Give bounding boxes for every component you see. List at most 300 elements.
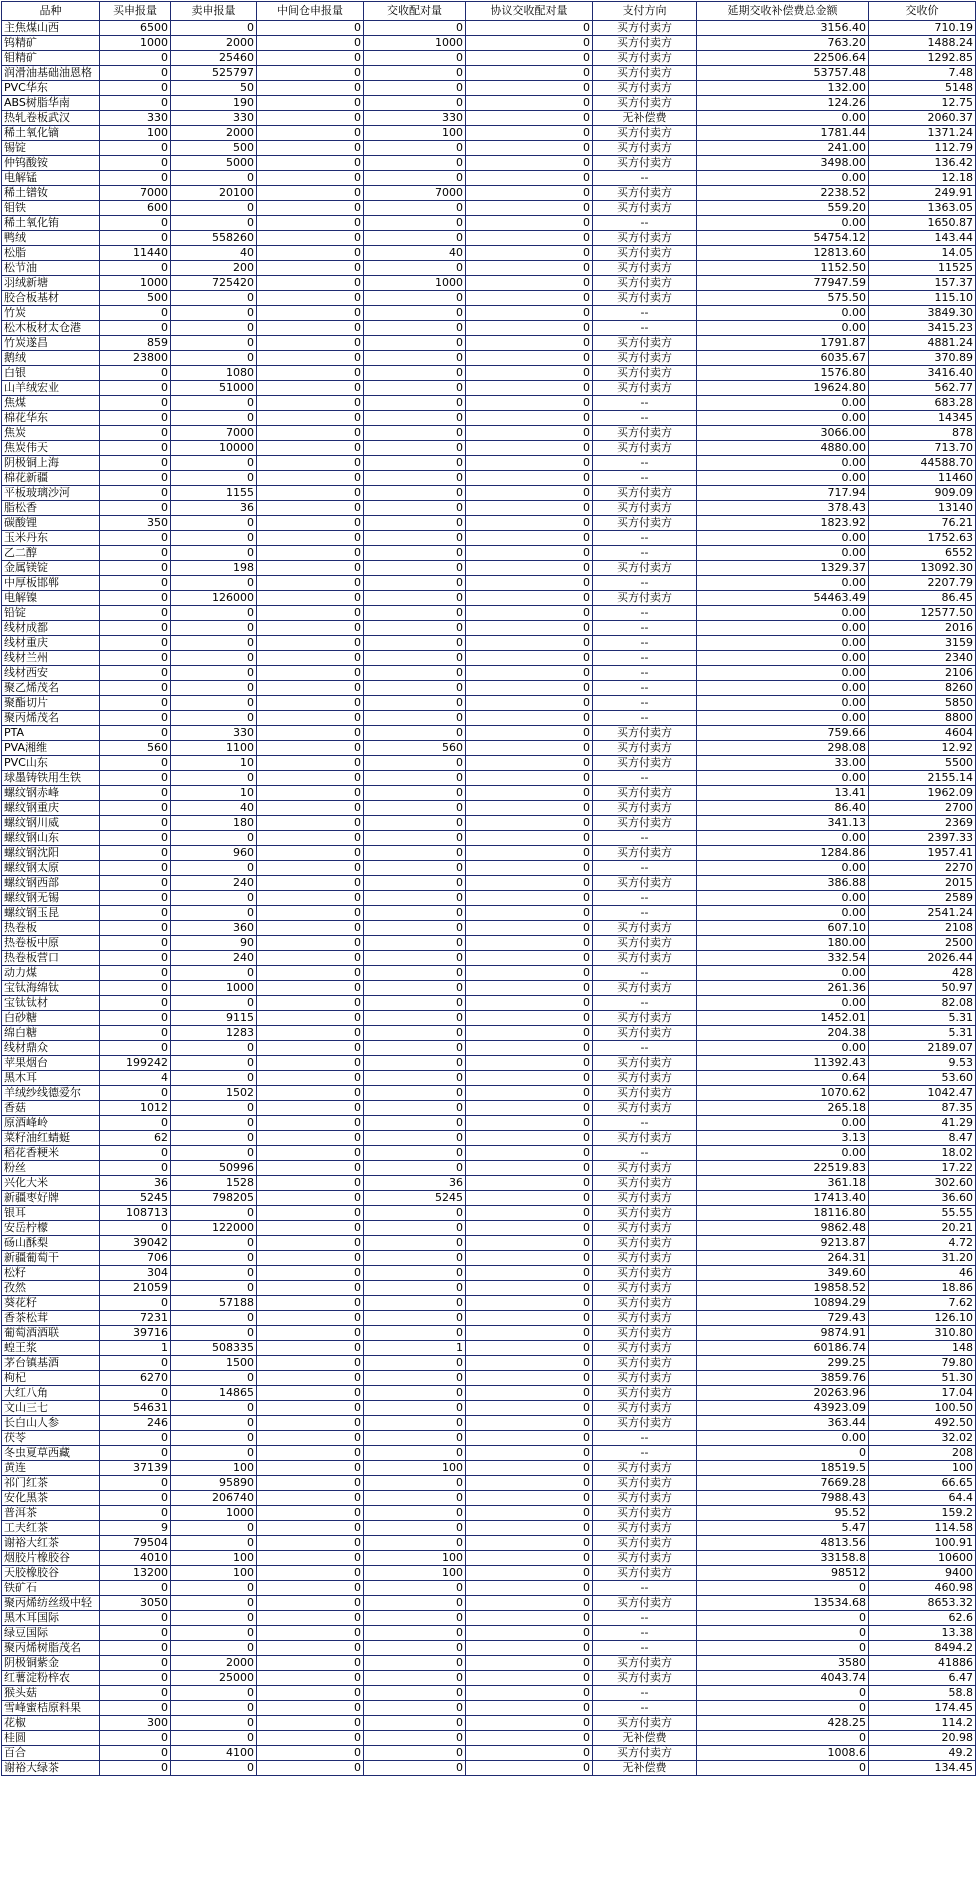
sell-volume-cell: 0: [171, 1251, 257, 1266]
delivery-price-cell: 8494.2: [869, 1641, 976, 1656]
buy-volume-cell: 0: [100, 666, 171, 681]
buy-volume-cell: 3050: [100, 1596, 171, 1611]
variety-cell: 热卷板: [2, 921, 100, 936]
agreement-matched-cell: 0: [466, 861, 593, 876]
delivery-matched-cell: 0: [364, 1716, 466, 1731]
sell-volume-cell: 798205: [171, 1191, 257, 1206]
sell-volume-cell: 198: [171, 561, 257, 576]
delivery-matched-cell: 0: [364, 1131, 466, 1146]
agreement-matched-cell: 0: [466, 1401, 593, 1416]
delivery-price-cell: 44588.70: [869, 456, 976, 471]
agreement-matched-cell: 0: [466, 51, 593, 66]
intermediate-warehouse-cell: 0: [257, 441, 364, 456]
payment-direction-cell: 买方付卖方: [593, 1476, 697, 1491]
table-row: [2, 366, 976, 381]
table-row: [2, 591, 976, 606]
delivery-matched-cell: 0: [364, 696, 466, 711]
intermediate-warehouse-cell: 0: [257, 1266, 364, 1281]
table-row: [2, 1086, 976, 1101]
sell-volume-cell: 0: [171, 666, 257, 681]
table-row: [2, 1581, 976, 1596]
payment-direction-cell: 买方付卖方: [593, 1206, 697, 1221]
delivery-price-cell: 909.09: [869, 486, 976, 501]
buy-volume-cell: 0: [100, 51, 171, 66]
sell-volume-cell: 2000: [171, 36, 257, 51]
agreement-matched-cell: 0: [466, 111, 593, 126]
table-body: [2, 21, 976, 1776]
table-row: [2, 876, 976, 891]
agreement-matched-cell: 0: [466, 396, 593, 411]
table-row: [2, 1671, 976, 1686]
deferred-compensation-total-cell: 0.00: [697, 696, 869, 711]
variety-cell: 聚丙烯树脂茂名: [2, 1641, 100, 1656]
deferred-compensation-total-cell: 0.00: [697, 666, 869, 681]
agreement-matched-cell: 0: [466, 1071, 593, 1086]
intermediate-warehouse-cell: 0: [257, 771, 364, 786]
delivery-matched-cell: 0: [364, 51, 466, 66]
delivery-matched-cell: 1: [364, 1341, 466, 1356]
variety-cell: 文山三七: [2, 1401, 100, 1416]
payment-direction-cell: 买方付卖方: [593, 1671, 697, 1686]
agreement-matched-cell: 0: [466, 891, 593, 906]
table-header-row: [2, 2, 976, 21]
delivery-matched-cell: 0: [364, 801, 466, 816]
table-row: [2, 1131, 976, 1146]
agreement-matched-cell: 0: [466, 936, 593, 951]
payment-direction-cell: --: [593, 861, 697, 876]
table-row: [2, 21, 976, 36]
agreement-matched-cell: 0: [466, 786, 593, 801]
variety-cell: 大红八角: [2, 1386, 100, 1401]
table-row: [2, 1506, 976, 1521]
sell-volume-cell: 0: [171, 471, 257, 486]
intermediate-warehouse-cell: 0: [257, 1461, 364, 1476]
payment-direction-cell: --: [593, 831, 697, 846]
deferred-compensation-total-cell: 0.00: [697, 891, 869, 906]
table-row: [2, 1116, 976, 1131]
payment-direction-cell: --: [593, 1431, 697, 1446]
payment-direction-cell: 买方付卖方: [593, 486, 697, 501]
delivery-price-cell: 1363.05: [869, 201, 976, 216]
delivery-price-cell: 302.60: [869, 1176, 976, 1191]
variety-cell: 焦炭伟天: [2, 441, 100, 456]
table-row: [2, 96, 976, 111]
sell-volume-cell: 0: [171, 1716, 257, 1731]
buy-volume-cell: 0: [100, 786, 171, 801]
deferred-compensation-total-cell: 18519.5: [697, 1461, 869, 1476]
delivery-matched-cell: 0: [364, 771, 466, 786]
agreement-matched-cell: 0: [466, 1131, 593, 1146]
payment-direction-cell: 买方付卖方: [593, 1251, 697, 1266]
variety-cell: 螺纹钢山东: [2, 831, 100, 846]
payment-direction-cell: 买方付卖方: [593, 1491, 697, 1506]
buy-volume-cell: 0: [100, 486, 171, 501]
deferred-compensation-total-cell: 0.00: [697, 216, 869, 231]
deferred-compensation-total-cell: 43923.09: [697, 1401, 869, 1416]
delivery-price-cell: 2189.07: [869, 1041, 976, 1056]
delivery-matched-cell: 0: [364, 666, 466, 681]
deferred-compensation-total-cell: 13534.68: [697, 1596, 869, 1611]
intermediate-warehouse-cell: 0: [257, 1626, 364, 1641]
delivery-matched-cell: 0: [364, 1596, 466, 1611]
delivery-price-cell: 4.72: [869, 1236, 976, 1251]
delivery-price-cell: 1042.47: [869, 1086, 976, 1101]
table-row: [2, 1326, 976, 1341]
sell-volume-cell: 0: [171, 411, 257, 426]
buy-volume-cell: 0: [100, 591, 171, 606]
table-row: [2, 51, 976, 66]
table-row: [2, 666, 976, 681]
variety-cell: 铅锭: [2, 606, 100, 621]
intermediate-warehouse-cell: 0: [257, 486, 364, 501]
buy-volume-cell: 0: [100, 96, 171, 111]
variety-cell: 安化黑茶: [2, 1491, 100, 1506]
delivery-matched-cell: 0: [364, 81, 466, 96]
delivery-matched-cell: 0: [364, 306, 466, 321]
delivery-price-cell: 11525: [869, 261, 976, 276]
sell-volume-cell: 10: [171, 756, 257, 771]
delivery-price-cell: 4604: [869, 726, 976, 741]
buy-volume-cell: 0: [100, 531, 171, 546]
delivery-price-cell: 1752.63: [869, 531, 976, 546]
table-row: [2, 456, 976, 471]
intermediate-warehouse-cell: 0: [257, 381, 364, 396]
intermediate-warehouse-cell: 0: [257, 1656, 364, 1671]
table-row: [2, 441, 976, 456]
sell-volume-cell: 0: [171, 516, 257, 531]
table-row: [2, 681, 976, 696]
header-buy-volume: 买申报量: [100, 2, 171, 21]
agreement-matched-cell: 0: [466, 1026, 593, 1041]
sell-volume-cell: 0: [171, 1236, 257, 1251]
intermediate-warehouse-cell: 0: [257, 336, 364, 351]
agreement-matched-cell: 0: [466, 921, 593, 936]
delivery-price-cell: 51.30: [869, 1371, 976, 1386]
delivery-price-cell: 562.77: [869, 381, 976, 396]
delivery-matched-cell: 0: [364, 861, 466, 876]
agreement-matched-cell: 0: [466, 336, 593, 351]
buy-volume-cell: 0: [100, 1386, 171, 1401]
deferred-compensation-total-cell: 0.00: [697, 636, 869, 651]
agreement-matched-cell: 0: [466, 1326, 593, 1341]
payment-direction-cell: --: [593, 576, 697, 591]
sell-volume-cell: 5000: [171, 156, 257, 171]
intermediate-warehouse-cell: 0: [257, 921, 364, 936]
payment-direction-cell: 买方付卖方: [593, 756, 697, 771]
variety-cell: 线材西安: [2, 666, 100, 681]
delivery-price-cell: 460.98: [869, 1581, 976, 1596]
intermediate-warehouse-cell: 0: [257, 141, 364, 156]
variety-cell: 桂圆: [2, 1731, 100, 1746]
agreement-matched-cell: 0: [466, 126, 593, 141]
sell-volume-cell: 0: [171, 21, 257, 36]
buy-volume-cell: 0: [100, 1656, 171, 1671]
delivery-matched-cell: 0: [364, 1521, 466, 1536]
table-row: [2, 1311, 976, 1326]
table-row: [2, 1731, 976, 1746]
delivery-price-cell: 1292.85: [869, 51, 976, 66]
intermediate-warehouse-cell: 0: [257, 1746, 364, 1761]
payment-direction-cell: 买方付卖方: [593, 1131, 697, 1146]
sell-volume-cell: 0: [171, 1146, 257, 1161]
delivery-matched-cell: 330: [364, 111, 466, 126]
sell-volume-cell: 0: [171, 321, 257, 336]
intermediate-warehouse-cell: 0: [257, 711, 364, 726]
payment-direction-cell: 买方付卖方: [593, 1566, 697, 1581]
intermediate-warehouse-cell: 0: [257, 1056, 364, 1071]
table-row: [2, 531, 976, 546]
sell-volume-cell: 0: [171, 1311, 257, 1326]
delivery-price-cell: 157.37: [869, 276, 976, 291]
deferred-compensation-total-cell: 0.00: [697, 1431, 869, 1446]
delivery-price-cell: 1962.09: [869, 786, 976, 801]
deferred-compensation-total-cell: 378.43: [697, 501, 869, 516]
agreement-matched-cell: 0: [466, 1236, 593, 1251]
intermediate-warehouse-cell: 0: [257, 891, 364, 906]
delivery-matched-cell: 100: [364, 1461, 466, 1476]
intermediate-warehouse-cell: 0: [257, 1476, 364, 1491]
agreement-matched-cell: 0: [466, 381, 593, 396]
table-row: [2, 1476, 976, 1491]
payment-direction-cell: --: [593, 891, 697, 906]
delivery-matched-cell: 100: [364, 126, 466, 141]
table-row: [2, 861, 976, 876]
delivery-price-cell: 2589: [869, 891, 976, 906]
payment-direction-cell: --: [593, 171, 697, 186]
agreement-matched-cell: 0: [466, 681, 593, 696]
variety-cell: 聚丙烯茂名: [2, 711, 100, 726]
intermediate-warehouse-cell: 0: [257, 156, 364, 171]
delivery-price-cell: 62.6: [869, 1611, 976, 1626]
payment-direction-cell: 买方付卖方: [593, 1191, 697, 1206]
sell-volume-cell: 126000: [171, 591, 257, 606]
intermediate-warehouse-cell: 0: [257, 561, 364, 576]
intermediate-warehouse-cell: 0: [257, 456, 364, 471]
variety-cell: 银耳: [2, 1206, 100, 1221]
variety-cell: ABS树脂华南: [2, 96, 100, 111]
buy-volume-cell: 0: [100, 306, 171, 321]
buy-volume-cell: 0: [100, 1581, 171, 1596]
delivery-price-cell: 134.45: [869, 1761, 976, 1776]
sell-volume-cell: 0: [171, 1371, 257, 1386]
variety-cell: 香茶松茸: [2, 1311, 100, 1326]
agreement-matched-cell: 0: [466, 426, 593, 441]
agreement-matched-cell: 0: [466, 441, 593, 456]
variety-cell: 棉花华东: [2, 411, 100, 426]
delivery-price-cell: 710.19: [869, 21, 976, 36]
delivery-matched-cell: 0: [364, 1011, 466, 1026]
sell-volume-cell: 0: [171, 1326, 257, 1341]
sell-volume-cell: 0: [171, 1701, 257, 1716]
sell-volume-cell: 0: [171, 171, 257, 186]
table-row: [2, 966, 976, 981]
table-row: [2, 1566, 976, 1581]
payment-direction-cell: --: [593, 1446, 697, 1461]
sell-volume-cell: 0: [171, 651, 257, 666]
intermediate-warehouse-cell: 0: [257, 621, 364, 636]
variety-cell: 主焦煤山西: [2, 21, 100, 36]
variety-cell: 螺纹钢重庆: [2, 801, 100, 816]
agreement-matched-cell: 0: [466, 411, 593, 426]
agreement-matched-cell: 0: [466, 951, 593, 966]
payment-direction-cell: 买方付卖方: [593, 96, 697, 111]
variety-cell: 螺纹钢无锡: [2, 891, 100, 906]
variety-cell: 鹅绒: [2, 351, 100, 366]
deferred-compensation-total-cell: 22519.83: [697, 1161, 869, 1176]
table-row: [2, 951, 976, 966]
delivery-matched-cell: 0: [364, 1221, 466, 1236]
variety-cell: 新疆葡萄干: [2, 1251, 100, 1266]
delivery-matched-cell: 0: [364, 321, 466, 336]
delivery-matched-cell: 0: [364, 261, 466, 276]
delivery-matched-cell: 0: [364, 1401, 466, 1416]
delivery-price-cell: 17.04: [869, 1386, 976, 1401]
variety-cell: PTA: [2, 726, 100, 741]
deferred-compensation-total-cell: 763.20: [697, 36, 869, 51]
delivery-matched-cell: 0: [364, 1206, 466, 1221]
buy-volume-cell: 0: [100, 471, 171, 486]
sell-volume-cell: 0: [171, 1626, 257, 1641]
agreement-matched-cell: 0: [466, 276, 593, 291]
payment-direction-cell: --: [593, 906, 697, 921]
agreement-matched-cell: 0: [466, 171, 593, 186]
agreement-matched-cell: 0: [466, 1191, 593, 1206]
sell-volume-cell: 0: [171, 711, 257, 726]
intermediate-warehouse-cell: 0: [257, 1041, 364, 1056]
payment-direction-cell: --: [593, 1701, 697, 1716]
deferred-compensation-total-cell: 53757.48: [697, 66, 869, 81]
variety-cell: 球墨铸铁用生铁: [2, 771, 100, 786]
payment-direction-cell: 买方付卖方: [593, 1086, 697, 1101]
payment-direction-cell: 买方付卖方: [593, 1746, 697, 1761]
buy-volume-cell: 13200: [100, 1566, 171, 1581]
sell-volume-cell: 40: [171, 246, 257, 261]
delivery-price-cell: 2108: [869, 921, 976, 936]
deferred-compensation-total-cell: 19858.52: [697, 1281, 869, 1296]
intermediate-warehouse-cell: 0: [257, 1371, 364, 1386]
deferred-compensation-total-cell: 1576.80: [697, 366, 869, 381]
sell-volume-cell: 0: [171, 396, 257, 411]
sell-volume-cell: 10: [171, 786, 257, 801]
table-row: [2, 1416, 976, 1431]
variety-cell: 白银: [2, 366, 100, 381]
delivery-matched-cell: 0: [364, 1656, 466, 1671]
delivery-matched-cell: 0: [364, 561, 466, 576]
sell-volume-cell: 0: [171, 1416, 257, 1431]
table-row: [2, 1371, 976, 1386]
sell-volume-cell: 2000: [171, 126, 257, 141]
delivery-matched-cell: 0: [364, 231, 466, 246]
table-row: [2, 36, 976, 51]
deferred-compensation-total-cell: 3.13: [697, 1131, 869, 1146]
agreement-matched-cell: 0: [466, 1701, 593, 1716]
agreement-matched-cell: 0: [466, 1656, 593, 1671]
buy-volume-cell: 300: [100, 1716, 171, 1731]
intermediate-warehouse-cell: 0: [257, 366, 364, 381]
table-row: [2, 156, 976, 171]
table-row: [2, 636, 976, 651]
deferred-compensation-total-cell: 607.10: [697, 921, 869, 936]
sell-volume-cell: 0: [171, 456, 257, 471]
intermediate-warehouse-cell: 0: [257, 1326, 364, 1341]
buy-volume-cell: 0: [100, 501, 171, 516]
payment-direction-cell: 无补偿费: [593, 1731, 697, 1746]
payment-direction-cell: 买方付卖方: [593, 1161, 697, 1176]
payment-direction-cell: 买方付卖方: [593, 1521, 697, 1536]
variety-cell: 百合: [2, 1746, 100, 1761]
buy-volume-cell: 0: [100, 951, 171, 966]
buy-volume-cell: 0: [100, 396, 171, 411]
agreement-matched-cell: 0: [466, 231, 593, 246]
delivery-price-cell: 17.22: [869, 1161, 976, 1176]
delivery-matched-cell: 0: [364, 816, 466, 831]
table-row: [2, 741, 976, 756]
payment-direction-cell: --: [593, 1581, 697, 1596]
deferred-compensation-total-cell: 361.18: [697, 1176, 869, 1191]
agreement-matched-cell: 0: [466, 156, 593, 171]
variety-cell: 线材鼎众: [2, 1041, 100, 1056]
deferred-compensation-total-cell: 261.36: [697, 981, 869, 996]
intermediate-warehouse-cell: 0: [257, 66, 364, 81]
delivery-price-cell: 683.28: [869, 396, 976, 411]
buy-volume-cell: 0: [100, 996, 171, 1011]
agreement-matched-cell: 0: [466, 291, 593, 306]
variety-cell: PVC山东: [2, 756, 100, 771]
sell-volume-cell: 1100: [171, 741, 257, 756]
delivery-price-cell: 208: [869, 1446, 976, 1461]
settlement-table-container: [1, 1, 976, 1776]
payment-direction-cell: --: [593, 1641, 697, 1656]
intermediate-warehouse-cell: 0: [257, 966, 364, 981]
buy-volume-cell: 100: [100, 126, 171, 141]
delivery-matched-cell: 0: [364, 681, 466, 696]
table-row: [2, 81, 976, 96]
variety-cell: 工夫红茶: [2, 1521, 100, 1536]
table-row: [2, 411, 976, 426]
agreement-matched-cell: 0: [466, 1521, 593, 1536]
agreement-matched-cell: 0: [466, 831, 593, 846]
settlement-table: [1, 1, 976, 1776]
intermediate-warehouse-cell: 0: [257, 666, 364, 681]
buy-volume-cell: 0: [100, 1611, 171, 1626]
deferred-compensation-total-cell: 332.54: [697, 951, 869, 966]
buy-volume-cell: 0: [100, 1431, 171, 1446]
buy-volume-cell: 0: [100, 1671, 171, 1686]
agreement-matched-cell: 0: [466, 591, 593, 606]
deferred-compensation-total-cell: 0.00: [697, 966, 869, 981]
variety-cell: 白砂糖: [2, 1011, 100, 1026]
table-row: [2, 1611, 976, 1626]
delivery-matched-cell: 0: [364, 1101, 466, 1116]
payment-direction-cell: --: [593, 1146, 697, 1161]
sell-volume-cell: 100: [171, 1551, 257, 1566]
intermediate-warehouse-cell: 0: [257, 1221, 364, 1236]
agreement-matched-cell: 0: [466, 201, 593, 216]
variety-cell: 葵花籽: [2, 1296, 100, 1311]
agreement-matched-cell: 0: [466, 471, 593, 486]
intermediate-warehouse-cell: 0: [257, 1716, 364, 1731]
intermediate-warehouse-cell: 0: [257, 876, 364, 891]
buy-volume-cell: 0: [100, 771, 171, 786]
delivery-price-cell: 12.18: [869, 171, 976, 186]
payment-direction-cell: 买方付卖方: [593, 336, 697, 351]
variety-cell: 中厚板邯郸: [2, 576, 100, 591]
deferred-compensation-total-cell: 428.25: [697, 1716, 869, 1731]
intermediate-warehouse-cell: 0: [257, 201, 364, 216]
payment-direction-cell: --: [593, 966, 697, 981]
sell-volume-cell: 0: [171, 891, 257, 906]
intermediate-warehouse-cell: 0: [257, 1236, 364, 1251]
